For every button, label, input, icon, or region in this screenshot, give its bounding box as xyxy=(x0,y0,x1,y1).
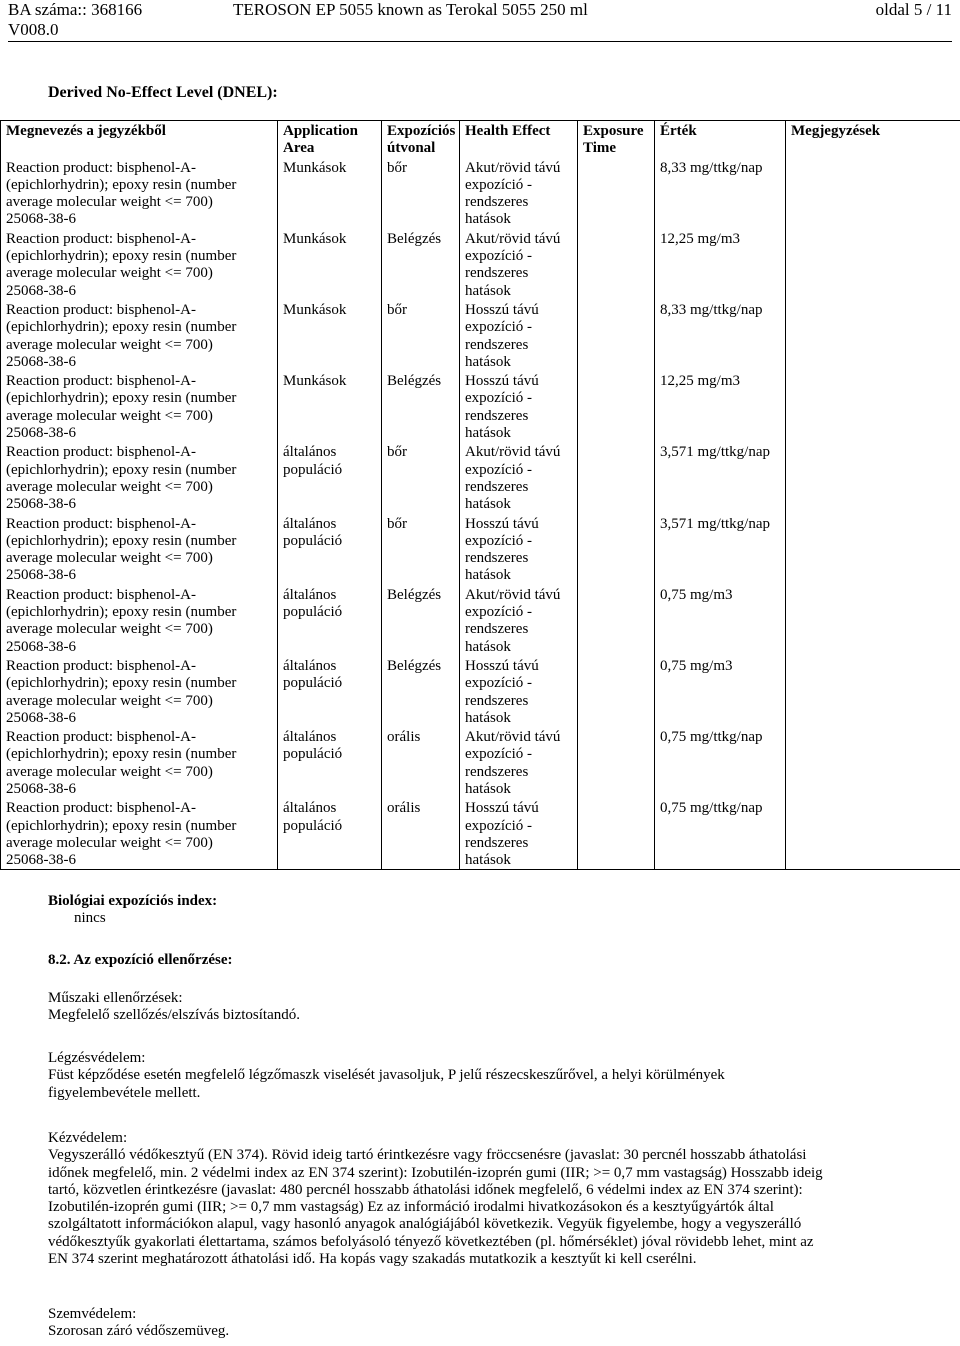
cell-exposure-time xyxy=(578,656,655,727)
col-header-effect: Health Effect xyxy=(460,121,578,158)
cell-health-effect-line: Akut/rövid távú xyxy=(465,444,561,461)
bio-index-title: Biológiai expozíciós index: xyxy=(48,893,218,909)
section-8-2-title: 8.2. Az expozíció ellenőrzése: xyxy=(48,952,233,968)
cell-health-effect-line: rendszeres xyxy=(465,550,529,567)
cell-value xyxy=(655,442,786,513)
cell-value-line: 8,33 mg/ttkg/nap xyxy=(660,159,763,176)
cell-application-area-line: Munkások xyxy=(283,373,347,390)
cell-exposure-route xyxy=(382,229,460,300)
version-label: V008.0 xyxy=(8,20,59,39)
eye-protection-heading: Szemvédelem: xyxy=(48,1306,137,1322)
cell-health-effect-line: hatások xyxy=(465,852,511,869)
cell-substance-name-line: Reaction product: bisphenol-A- xyxy=(6,657,196,674)
cell-exposure-time xyxy=(578,798,655,870)
cell-exposure-route xyxy=(382,727,460,798)
cell-substance-name-line: Reaction product: bisphenol-A- xyxy=(6,373,196,390)
cell-exposure-route xyxy=(382,656,460,727)
cell-substance-name-line: (epichlorhydrin); epoxy resin (number xyxy=(6,532,237,549)
hand-protection-line: időnek megfelelő, min. 2 védelmi index az EN 374 szerint): Izobutilén-izoprén gumi (IIR; >= 0,7 mm vastagság) Hosszabb ideig xyxy=(48,1164,823,1181)
cell-value xyxy=(655,514,786,585)
cell-value xyxy=(655,798,786,870)
cell-substance-name-line: (epichlorhydrin); epoxy resin (number xyxy=(6,176,237,193)
cell-health-effect-line: hatások xyxy=(465,353,511,370)
cell-health-effect xyxy=(460,656,578,727)
cell-health-effect xyxy=(460,229,578,300)
cell-substance-name-line: average molecular weight <= 700) xyxy=(6,550,213,567)
table-row xyxy=(1,514,960,585)
cell-health-effect-line: Hosszú távú xyxy=(465,515,539,532)
cell-notes xyxy=(786,656,960,727)
table-row xyxy=(1,158,960,229)
cell-health-effect-line: rendszeres xyxy=(465,194,529,211)
table-row xyxy=(1,656,960,727)
cell-application-area xyxy=(278,585,382,656)
page-indicator: oldal 5 / 11 xyxy=(875,0,952,19)
cell-health-effect-line: Hosszú távú xyxy=(465,657,539,674)
cell-health-effect-line: hatások xyxy=(465,780,511,797)
cell-exposure-route xyxy=(382,442,460,513)
cell-application-area-line: általános xyxy=(283,729,337,746)
tech-controls-heading: Műszaki ellenőrzések: xyxy=(48,990,183,1006)
cell-application-area xyxy=(278,656,382,727)
cell-application-area xyxy=(278,229,382,300)
table-header-row xyxy=(1,121,960,158)
cell-health-effect xyxy=(460,727,578,798)
product-name: TEROSON EP 5055 known as Terokal 5055 250 ml xyxy=(233,0,588,19)
cell-exposure-time xyxy=(578,442,655,513)
cell-health-effect-line: Akut/rövid távú xyxy=(465,159,561,176)
cell-health-effect-line: rendszeres xyxy=(465,265,529,282)
cell-health-effect-line: hatások xyxy=(465,709,511,726)
cell-health-effect-line: expozíció - xyxy=(465,248,533,265)
cell-value xyxy=(655,300,786,371)
cell-application-area-line: populáció xyxy=(283,604,343,621)
cell-health-effect-line: Hosszú távú xyxy=(465,301,539,318)
cell-value-line: 3,571 mg/ttkg/nap xyxy=(660,515,770,532)
cell-substance-name-line: (epichlorhydrin); epoxy resin (number xyxy=(6,390,237,407)
cell-value xyxy=(655,229,786,300)
respiratory-block xyxy=(48,1050,908,1102)
cell-value-line: 0,75 mg/m3 xyxy=(660,586,733,603)
cell-exposure-route-line: bőr xyxy=(387,301,407,318)
respiratory-text-line: figyelembevétele mellett. xyxy=(48,1084,201,1101)
cell-application-area-line: populáció xyxy=(283,675,343,692)
cell-exposure-route xyxy=(382,798,460,870)
cell-substance-name-line: Reaction product: bisphenol-A- xyxy=(6,800,196,817)
cell-substance-name-line: 25068-38-6 xyxy=(6,638,76,655)
eye-protection-block xyxy=(48,1306,908,1341)
cell-health-effect-line: Hosszú távú xyxy=(465,373,539,390)
cell-substance-name-line: 25068-38-6 xyxy=(6,709,76,726)
cell-exposure-route xyxy=(382,585,460,656)
cell-application-area-line: általános xyxy=(283,515,337,532)
col-header-area: Application Area xyxy=(278,121,382,158)
cell-application-area-line: általános xyxy=(283,800,337,817)
cell-health-effect xyxy=(460,158,578,229)
col-header-name: Megnevezés a jegyzékből xyxy=(1,121,278,158)
cell-substance-name xyxy=(1,798,278,870)
cell-substance-name-line: (epichlorhydrin); epoxy resin (number xyxy=(6,461,237,478)
hand-protection-block xyxy=(48,1130,908,1268)
cell-exposure-route-line: Belégzés xyxy=(387,657,442,674)
cell-substance-name-line: Reaction product: bisphenol-A- xyxy=(6,729,196,746)
cell-exposure-route xyxy=(382,514,460,585)
cell-application-area xyxy=(278,442,382,513)
cell-substance-name-line: (epichlorhydrin); epoxy resin (number xyxy=(6,746,237,763)
cell-health-effect-line: expozíció - xyxy=(465,604,533,621)
header-divider xyxy=(8,41,952,42)
cell-health-effect-line: expozíció - xyxy=(465,176,533,193)
cell-substance-name-line: 25068-38-6 xyxy=(6,780,76,797)
cell-value xyxy=(655,158,786,229)
cell-substance-name-line: 25068-38-6 xyxy=(6,852,76,869)
respiratory-heading: Légzésvédelem: xyxy=(48,1050,146,1066)
cell-exposure-time xyxy=(578,514,655,585)
cell-health-effect-line: hatások xyxy=(465,425,511,442)
cell-value-line: 0,75 mg/ttkg/nap xyxy=(660,800,763,817)
cell-application-area-line: populáció xyxy=(283,532,343,549)
cell-health-effect-line: rendszeres xyxy=(465,621,529,638)
cell-notes xyxy=(786,158,960,229)
col-header-notes: Megjegyzések xyxy=(786,121,960,158)
document-number: BA száma:: 368166 xyxy=(8,0,143,19)
cell-health-effect xyxy=(460,300,578,371)
cell-value-line: 0,75 mg/ttkg/nap xyxy=(660,729,763,746)
cell-health-effect-line: Hosszú távú xyxy=(465,800,539,817)
cell-substance-name-line: 25068-38-6 xyxy=(6,496,76,513)
cell-notes xyxy=(786,727,960,798)
cell-application-area xyxy=(278,158,382,229)
cell-substance-name xyxy=(1,229,278,300)
cell-application-area xyxy=(278,727,382,798)
cell-substance-name-line: average molecular weight <= 700) xyxy=(6,194,213,211)
cell-health-effect xyxy=(460,442,578,513)
eye-protection-text: Szorosan záró védőszemüveg. xyxy=(48,1323,230,1340)
cell-value xyxy=(655,371,786,442)
cell-health-effect xyxy=(460,798,578,870)
cell-exposure-route-line: orális xyxy=(387,800,421,817)
cell-health-effect-line: expozíció - xyxy=(465,675,533,692)
cell-application-area-line: általános xyxy=(283,657,337,674)
cell-notes xyxy=(786,585,960,656)
cell-exposure-route-line: Belégzés xyxy=(387,586,442,603)
table-row xyxy=(1,727,960,798)
cell-exposure-route-line: bőr xyxy=(387,159,407,176)
cell-notes xyxy=(786,371,960,442)
cell-value-line: 3,571 mg/ttkg/nap xyxy=(660,444,770,461)
cell-substance-name-line: 25068-38-6 xyxy=(6,425,76,442)
cell-health-effect-line: expozíció - xyxy=(465,532,533,549)
cell-substance-name-line: (epichlorhydrin); epoxy resin (number xyxy=(6,319,237,336)
cell-substance-name xyxy=(1,727,278,798)
cell-substance-name-line: 25068-38-6 xyxy=(6,353,76,370)
cell-exposure-time xyxy=(578,727,655,798)
cell-value xyxy=(655,585,786,656)
cell-application-area-line: populáció xyxy=(283,817,343,834)
cell-substance-name-line: average molecular weight <= 700) xyxy=(6,407,213,424)
cell-exposure-route xyxy=(382,158,460,229)
cell-substance-name-line: Reaction product: bisphenol-A- xyxy=(6,159,196,176)
cell-health-effect-line: expozíció - xyxy=(465,319,533,336)
table-row xyxy=(1,371,960,442)
hand-protection-line: tartó, közvetlen érintkezésre (javaslat: 480 percnél hosszabb áthatolási időnek megfelelő, 6 védelmi index az EN 374 szerint): xyxy=(48,1181,803,1198)
cell-value-line: 8,33 mg/ttkg/nap xyxy=(660,301,763,318)
table-row xyxy=(1,798,960,870)
table-row xyxy=(1,585,960,656)
cell-health-effect-line: expozíció - xyxy=(465,390,533,407)
hand-protection-line: EN 374 szerint meghatározott áthatolási idő. Ha kopás vagy szakadás mutatkozik a kesztyűt ki kell cserélni. xyxy=(48,1251,697,1268)
cell-application-area-line: Munkások xyxy=(283,159,347,176)
cell-value xyxy=(655,727,786,798)
cell-application-area-line: általános xyxy=(283,586,337,603)
hand-protection-line: védőkesztyűk gyakorlati élettartama, számos befolyásoló tényező következtében (pl. hőmérséklet) jóval rövidebb lehet, mint az xyxy=(48,1233,814,1250)
cell-substance-name xyxy=(1,442,278,513)
cell-application-area xyxy=(278,300,382,371)
cell-substance-name-line: average molecular weight <= 700) xyxy=(6,621,213,638)
cell-exposure-route xyxy=(382,300,460,371)
cell-health-effect-line: Akut/rövid távú xyxy=(465,586,561,603)
table-row xyxy=(1,300,960,371)
cell-substance-name-line: Reaction product: bisphenol-A- xyxy=(6,301,196,318)
cell-exposure-route xyxy=(382,371,460,442)
cell-exposure-time xyxy=(578,585,655,656)
cell-value-line: 12,25 mg/m3 xyxy=(660,373,741,390)
col-header-time: Exposure Time xyxy=(578,121,655,158)
cell-application-area-line: általános xyxy=(283,444,337,461)
cell-substance-name-line: Reaction product: bisphenol-A- xyxy=(6,515,196,532)
cell-value-line: 0,75 mg/m3 xyxy=(660,657,733,674)
cell-substance-name-line: 25068-38-6 xyxy=(6,211,76,228)
cell-exposure-time xyxy=(578,300,655,371)
dnel-section-title: Derived No-Effect Level (DNEL): xyxy=(48,84,278,101)
cell-substance-name-line: (epichlorhydrin); epoxy resin (number xyxy=(6,817,237,834)
cell-substance-name xyxy=(1,656,278,727)
cell-exposure-time xyxy=(578,229,655,300)
cell-value-line: 12,25 mg/m3 xyxy=(660,230,741,247)
cell-health-effect-line: rendszeres xyxy=(465,763,529,780)
cell-health-effect-line: expozíció - xyxy=(465,461,533,478)
hand-protection-line: Izobutilén-izoprén gumi (IIR; >= 0,7 mm vastagság) Ez az információ irodalmi hivatkozásokon és a kesztyűgyártók által xyxy=(48,1199,774,1216)
cell-substance-name-line: (epichlorhydrin); epoxy resin (number xyxy=(6,248,237,265)
cell-health-effect-line: Akut/rövid távú xyxy=(465,230,561,247)
cell-substance-name-line: (epichlorhydrin); epoxy resin (number xyxy=(6,604,237,621)
hand-protection-line: szolgáltatott információkon alapul, vagy hasonló anyagok analógiájából következik. Vegyük figyelembe, hogy a vegyszerálló xyxy=(48,1216,802,1233)
table-row xyxy=(1,442,960,513)
cell-substance-name-line: average molecular weight <= 700) xyxy=(6,834,213,851)
cell-health-effect xyxy=(460,371,578,442)
cell-health-effect-line: hatások xyxy=(465,496,511,513)
cell-substance-name-line: average molecular weight <= 700) xyxy=(6,265,213,282)
cell-application-area-line: Munkások xyxy=(283,230,347,247)
cell-substance-name-line: Reaction product: bisphenol-A- xyxy=(6,444,196,461)
cell-value xyxy=(655,656,786,727)
cell-notes xyxy=(786,798,960,870)
cell-exposure-route-line: Belégzés xyxy=(387,373,442,390)
col-header-value: Érték xyxy=(655,121,786,158)
respiratory-text-line: Füst képződése esetén megfelelő légzőmaszk viselését javasoljuk, P jelű részecskeszűrővel, a helyi körülmények xyxy=(48,1067,725,1084)
tech-controls-block xyxy=(48,990,908,1025)
cell-substance-name-line: 25068-38-6 xyxy=(6,282,76,299)
cell-substance-name-line: (epichlorhydrin); epoxy resin (number xyxy=(6,675,237,692)
cell-exposure-route-line: bőr xyxy=(387,515,407,532)
cell-notes xyxy=(786,514,960,585)
cell-health-effect xyxy=(460,585,578,656)
cell-health-effect-line: expozíció - xyxy=(465,746,533,763)
cell-health-effect-line: rendszeres xyxy=(465,478,529,495)
cell-health-effect-line: rendszeres xyxy=(465,692,529,709)
dnel-table xyxy=(0,120,960,870)
table-row xyxy=(1,229,960,300)
cell-substance-name-line: average molecular weight <= 700) xyxy=(6,692,213,709)
cell-health-effect-line: hatások xyxy=(465,567,511,584)
cell-notes xyxy=(786,442,960,513)
cell-health-effect-line: rendszeres xyxy=(465,407,529,424)
bio-index-block xyxy=(48,893,908,928)
cell-application-area-line: populáció xyxy=(283,461,343,478)
hand-protection-line: Vegyszerálló védőkesztyű (EN 374). Rövid ideig tartó érintkezésre vagy fröccsenésre (javaslat: 30 percnél hosszabb áthatolási xyxy=(48,1147,807,1164)
cell-exposure-time xyxy=(578,158,655,229)
cell-application-area xyxy=(278,514,382,585)
cell-application-area-line: Munkások xyxy=(283,301,347,318)
cell-substance-name xyxy=(1,585,278,656)
cell-health-effect-line: hatások xyxy=(465,211,511,228)
cell-exposure-route-line: bőr xyxy=(387,444,407,461)
cell-substance-name xyxy=(1,371,278,442)
cell-substance-name-line: 25068-38-6 xyxy=(6,567,76,584)
cell-application-area xyxy=(278,798,382,870)
cell-health-effect-line: Akut/rövid távú xyxy=(465,729,561,746)
cell-substance-name xyxy=(1,300,278,371)
cell-substance-name-line: average molecular weight <= 700) xyxy=(6,478,213,495)
cell-exposure-route-line: Belégzés xyxy=(387,230,442,247)
hand-protection-heading: Kézvédelem: xyxy=(48,1130,128,1146)
cell-substance-name-line: average molecular weight <= 700) xyxy=(6,763,213,780)
cell-substance-name-line: Reaction product: bisphenol-A- xyxy=(6,586,196,603)
bio-index-value: nincs xyxy=(74,910,106,927)
cell-health-effect-line: rendszeres xyxy=(465,834,529,851)
cell-substance-name-line: average molecular weight <= 700) xyxy=(6,336,213,353)
cell-substance-name xyxy=(1,514,278,585)
cell-health-effect-line: hatások xyxy=(465,638,511,655)
cell-health-effect-line: expozíció - xyxy=(465,817,533,834)
cell-health-effect xyxy=(460,514,578,585)
tech-controls-text: Megfelelő szellőzés/elszívás biztosítandó. xyxy=(48,1007,301,1024)
cell-health-effect-line: hatások xyxy=(465,282,511,299)
cell-notes xyxy=(786,229,960,300)
cell-exposure-route-line: orális xyxy=(387,729,421,746)
cell-notes xyxy=(786,300,960,371)
cell-application-area-line: populáció xyxy=(283,746,343,763)
cell-application-area xyxy=(278,371,382,442)
col-header-route: Expozíciós útvonal xyxy=(382,121,460,158)
cell-health-effect-line: rendszeres xyxy=(465,336,529,353)
cell-substance-name xyxy=(1,158,278,229)
cell-substance-name-line: Reaction product: bisphenol-A- xyxy=(6,230,196,247)
cell-exposure-time xyxy=(578,371,655,442)
